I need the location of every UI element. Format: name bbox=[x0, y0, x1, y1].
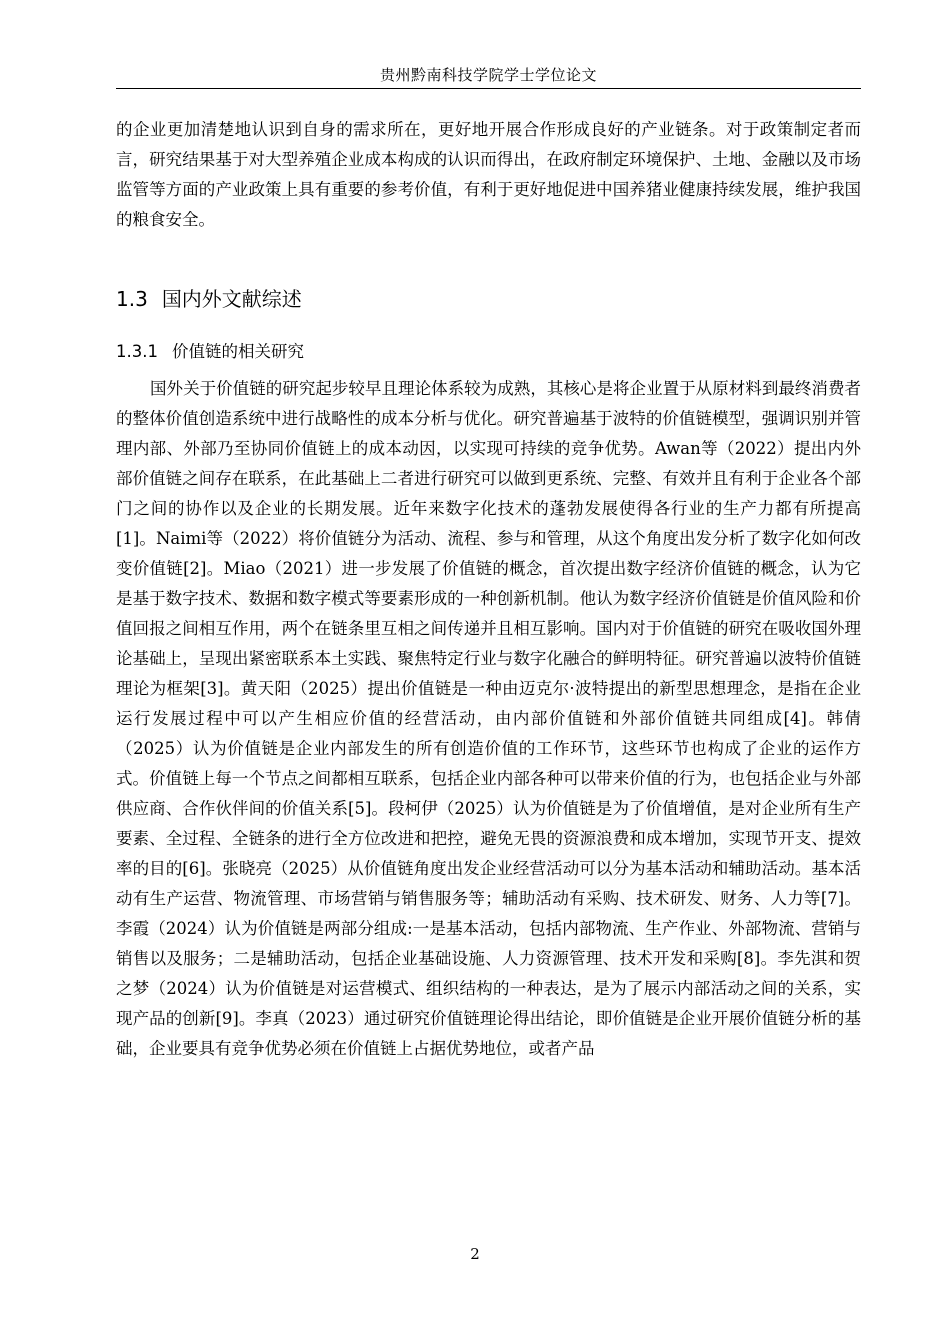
header-title: 贵州黔南科技学院学士学位论文 bbox=[379, 66, 597, 84]
literature-review-paragraph: 国外关于价值链的研究起步较早且理论体系较为成熟，其核心是将企业置于从原材料到最终消费者的整体价值创造系统中进行战略性的成本分析与优化。研究普遍基于波特的价值链模型，强调识别并管理内部、外部乃至协同价值链上的成本动因，以实现可持续的竞争优势。Awan等（2022）提出内外部价值链之间存在联系，在此基础上二者进行研究可以做到更系统、完整、有效并且有利于企业各个部门之间的协作以及企业的长期发展。近年来数字化技术的蓬勃发展使得各行业的生产力都有所提高[1]。Naimi等（2022）将价值链分为活动、流程、参与和管理，从这个角度出发分析了数字化如何改变价值链[2]。Miao（2021）进一步发展了价值链的概念，首次提出数字经济价值链的概念，认为它是基于数字技术、数据和数字模式等要素形成的一种创新机制。他认为数字经济价值链是价值风险和价值回报之间相互作用，两个在链条里互相之间传递并且相互影响。国内对于价值链的研究在吸收国外理论基础上，呈现出紧密联系本土实践、聚焦特定行业与数字化融合的鲜明特征。研究普遍以波特价值链理论为框架[3]。黄天阳（2025）提出价值链是一种由迈克尔·波特提出的新型思想理念，是指在企业运行发展过程中可以产生相应价值的经营活动，由内部价值链和外部价值链共同组成[4]。韩倩（2025）认为价值链是企业内部发生的所有创造价值的工作环节，这些环节也构成了企业的运作方式。价值链上每一个节点之间都相互联系，包括企业内部各种可以带来价值的行为，也包括企业与外部供应商、合作伙伴间的价值关系[5]。段柯伊（2025）认为价值链是为了价值增值，是对企业所有生产要素、全过程、全链条的进行全方位改进和把控，避免无畏的资源浪费和成本增加，实现节开支、提效率的目的[6]。张晓亮（2025）从价值链角度出发企业经营活动可以分为基本活动和辅助活动。基本活动有生产运营、物流管理、市场营销与销售服务等；辅助活动有采购、技术研发、财务、人力等[7]。李霞（2024）认为价值链是两部分组成:一是基本活动，包括内部物流、生产作业、外部物流、营销与销售以及服务；二是辅助活动，包括企业基础设施、人力资源管理、技术开发和采购[8]。李先淇和贺之梦（2024）认为价值链是对运营模式、组织结构的一种表达，是为了展示内部活动之间的关系，实现产品的创新[9]。李真（2023）通过研究价值链理论得出结论，即价值链是企业开展价值链分析的基础，企业要具有竞争优势必须在价值链上占据优势地位，或者产品 bbox=[116, 379, 861, 1058]
subsection-title: 价值链的相关研究 bbox=[171, 342, 304, 361]
intro-paragraph: 的企业更加清楚地认识到自身的需求所在，更好地开展合作形成良好的产业链条。对于政策制定者而言，研究结果基于对大型养殖企业成本构成的认识而得出，在政府制定环境保护、土地、金融以及市场监管等方面的产业政策上具有重要的参考价值，有利于更好地促进中国养猪业健康持续发展，维护我国的粮食安全。 bbox=[116, 120, 861, 229]
subsection-heading bbox=[116, 338, 304, 362]
section-heading bbox=[116, 283, 302, 312]
header-divider bbox=[116, 88, 861, 89]
page-number: 2 bbox=[470, 1245, 480, 1263]
section-title: 国内外文献综述 bbox=[161, 287, 302, 311]
subsection-number: 1.3.1 bbox=[116, 342, 158, 361]
section-number: 1.3 bbox=[116, 287, 148, 311]
page-header bbox=[116, 64, 861, 85]
